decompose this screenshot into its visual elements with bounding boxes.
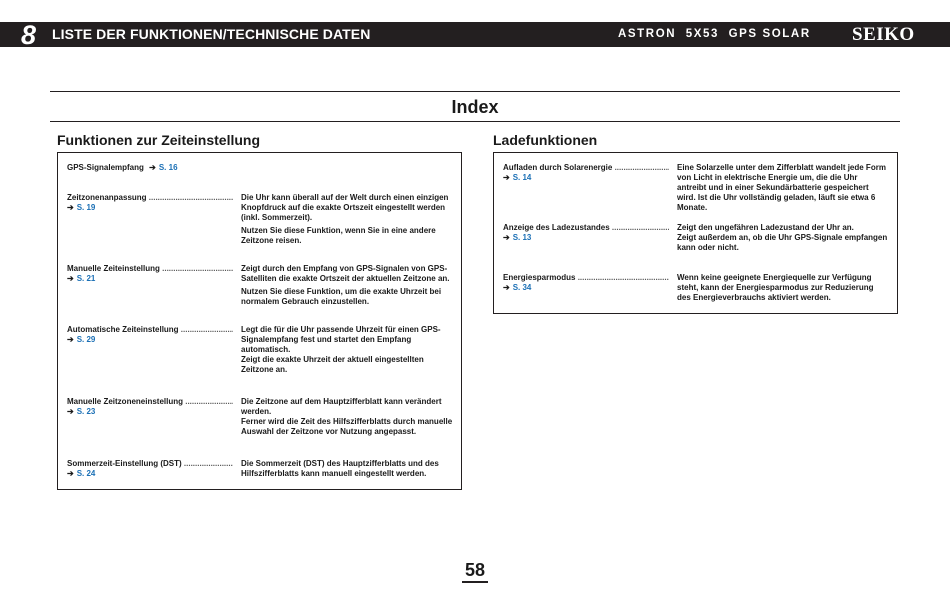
page-reference[interactable] — [67, 335, 95, 345]
page-reference[interactable] — [503, 283, 531, 293]
page-reference[interactable] — [503, 173, 531, 183]
entry-description — [677, 273, 889, 303]
entry-description — [677, 163, 889, 213]
description-text: Wenn keine geeignete Energiequelle zur Verfügung steht, kann der Energiesparmodus zur Reduzierung des Energieverbrauchs aktiviert werden. — [677, 273, 874, 302]
page-ref-link[interactable]: S. 21 — [76, 274, 96, 283]
time-functions-box — [57, 152, 462, 490]
description-text: Die Uhr kann überall auf der Welt durch einen einzigen Knopfdruck auf die exakte Ortszeit eingestellt werden (inkl. Sommerzeit). — [241, 193, 449, 222]
chapter-number: 8 — [21, 20, 37, 50]
page-ref-link[interactable]: S. 29 — [76, 335, 96, 344]
index-bottom-rule — [50, 121, 900, 122]
entry-label: Zeitzonenanpassung ..... — [67, 193, 233, 203]
description-text: Nutzen Sie diese Funktion, wenn Sie in eine andere Zeitzone reisen. — [241, 226, 436, 245]
page-number: 58 — [464, 560, 486, 580]
arrow-right-icon: ➔ — [67, 274, 74, 283]
entry-label: Aufladen durch Solarenergie ..... — [503, 163, 669, 173]
brand-logo: SEIKO — [852, 24, 915, 45]
description-text: Eine Solarzelle unter dem Zifferblatt wandelt jede Form von Licht in elektrische Energie um, die die Uhr antreibt und in einer Sekundärbatterie gespeichert wird. Ist die Uhr vollständig geladen, läuft sie etwa 6 Monate. — [677, 163, 886, 212]
page-reference[interactable] — [503, 233, 531, 243]
page-reference[interactable] — [67, 407, 95, 417]
page-ref-link[interactable]: S. 14 — [512, 173, 532, 182]
index-title: Index — [451, 97, 499, 117]
description-text: Zeigt durch den Empfang von GPS-Signalen von GPS-Satelliten die exakte Ortszeit der aktuellen Zeitzone an. — [241, 264, 450, 283]
entry-label: Energiesparmodus ..... — [503, 273, 669, 283]
entry-description — [241, 193, 453, 246]
section-title-charging: Ladefunktionen — [493, 132, 598, 148]
page-ref-link[interactable]: S. 23 — [76, 407, 96, 416]
page-ref-link[interactable]: S. 16 — [158, 163, 178, 172]
model-name: ASTRON 5X53 GPS SOLAR — [618, 28, 811, 40]
entry-description — [677, 223, 889, 253]
entry-label-line — [67, 163, 178, 173]
entry-description — [241, 264, 453, 307]
page-number-underline — [462, 581, 488, 583]
charging-functions-box — [493, 152, 898, 314]
arrow-right-icon: ➔ — [149, 163, 156, 172]
entry-label: GPS-Signalempfang — [67, 163, 144, 172]
entry-label: Sommerzeit-Einstellung (DST) ..... — [67, 459, 233, 469]
arrow-right-icon: ➔ — [503, 233, 510, 242]
entry-label: Manuelle Zeiteinstellung ..... — [67, 264, 233, 274]
description-text: Zeigt außerdem an, ob die Uhr GPS-Signale empfangen kann oder nicht. — [677, 233, 888, 252]
entry-label: Manuelle Zeitzoneneinstellung ..... — [67, 397, 233, 407]
page-ref-link[interactable]: S. 24 — [76, 469, 96, 478]
entry-description — [241, 459, 453, 479]
arrow-right-icon: ➔ — [503, 173, 510, 182]
page-reference[interactable] — [67, 274, 95, 284]
arrow-right-icon: ➔ — [503, 283, 510, 292]
description-text: Die Zeitzone auf dem Hauptzifferblatt kann verändert werden. — [241, 397, 442, 416]
arrow-right-icon: ➔ — [67, 469, 74, 478]
header-bar — [0, 22, 950, 47]
page-reference[interactable] — [149, 163, 177, 172]
description-text: Die Sommerzeit (DST) des Hauptzifferblatts und des Hilfszifferblatts kann manuell eingestellt werden. — [241, 459, 439, 478]
entry-label: Anzeige des Ladezustandes ..... — [503, 223, 669, 233]
page-reference[interactable] — [67, 469, 95, 479]
arrow-right-icon: ➔ — [67, 203, 74, 212]
description-text: Nutzen Sie diese Funktion, um die exakte Uhrzeit bei normalem Gebrauch einzustellen. — [241, 287, 442, 306]
page-ref-link[interactable]: S. 13 — [512, 233, 532, 242]
section-title-time-setting: Funktionen zur Zeiteinstellung — [57, 132, 260, 148]
description-text: Zeigt den ungefähren Ladezustand der Uhr an. — [677, 223, 854, 232]
arrow-right-icon: ➔ — [67, 407, 74, 416]
chapter-title: LISTE DER FUNKTIONEN/TECHNISCHE DATEN — [52, 26, 371, 42]
index-top-rule — [50, 91, 900, 92]
description-text: Ferner wird die Zeit des Hilfszifferblatts durch manuelle Auswahl der Zeitzone vor Nutzung angepasst. — [241, 417, 453, 436]
description-text: Zeigt die exakte Uhrzeit der aktuell eingestellten Zeitzone an. — [241, 355, 424, 374]
entry-description — [241, 325, 453, 375]
page-ref-link[interactable]: S. 34 — [512, 283, 532, 292]
entry-label: Automatische Zeiteinstellung ..... — [67, 325, 233, 335]
entry-description — [241, 397, 453, 437]
page-reference[interactable] — [67, 203, 95, 213]
description-text: Legt die für die Uhr passende Uhrzeit für einen GPS-Signalempfang fest und startet den Empfang automatisch. — [241, 325, 441, 354]
page-ref-link[interactable]: S. 19 — [76, 203, 96, 212]
arrow-right-icon: ➔ — [67, 335, 74, 344]
